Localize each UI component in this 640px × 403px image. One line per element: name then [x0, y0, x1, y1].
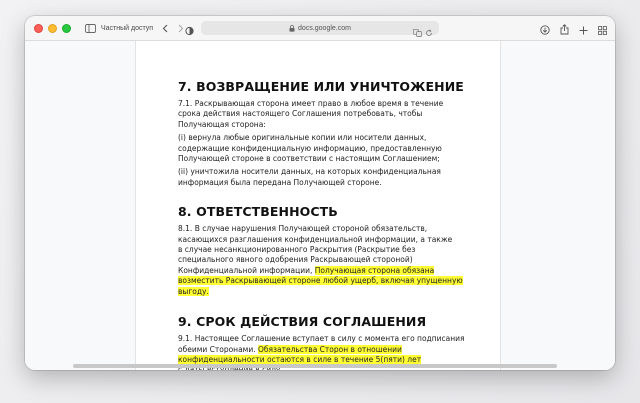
- section-8-paragraph-1: [178, 224, 478, 297]
- text-line: 8.1. В случае нарушения Получающей стороной обязательств,: [178, 224, 428, 234]
- text-line: 9.1. Настоящее Соглашение вступает в силу с момента его подписания: [178, 334, 465, 344]
- section-9-heading: 9. СРОК ДЕЙСТВИЯ СОГЛАШЕНИЯ: [178, 314, 427, 330]
- text-line: специального явного одобрения Раскрывающей стороной): [178, 255, 413, 265]
- reload-icon[interactable]: [425, 24, 433, 42]
- translate-icon[interactable]: [413, 24, 422, 42]
- text-line: содержащие конфиденциальную информацию, предоставленную: [178, 143, 442, 153]
- text-line: срока действия настоящего Соглашения потребовать, чтобы: [178, 109, 423, 119]
- highlighted-text: Получающая сторона обязана: [314, 265, 435, 275]
- text-line: (i) вернула любые оригинальные копии или носители данных,: [178, 133, 427, 143]
- download-icon[interactable]: [540, 22, 550, 40]
- document-page: [136, 41, 500, 370]
- page-content[interactable]: [25, 41, 615, 370]
- zoom-dot[interactable]: [62, 24, 71, 33]
- highlighted-text: выгоду.: [178, 286, 209, 296]
- new-tab-icon[interactable]: [579, 22, 588, 40]
- window-controls: [34, 24, 71, 33]
- text-line: в случае несанкционированного Раскрытия (Раскрытие без: [178, 245, 416, 255]
- address-bar[interactable]: [201, 21, 439, 35]
- text-line: 7.1. Раскрывающая сторона имеет право в любое время в течение: [178, 99, 444, 108]
- back-icon[interactable]: [162, 24, 169, 33]
- highlighted-text: возместить Раскрывающей стороне любой ущерб, включая упущенную: [178, 276, 463, 286]
- text-line: обеими Сторонами.: [178, 344, 258, 354]
- browser-toolbar: [25, 16, 615, 41]
- text-line: касающихся разглашения конфиденциальной информации, а также: [178, 234, 453, 244]
- minimize-dot[interactable]: [48, 24, 57, 33]
- text-line: Получающей стороне в соответствии с настоящим Соглашением;: [178, 154, 440, 164]
- url-text: docs.google.com: [298, 24, 351, 32]
- section-7-paragraph-2: [178, 133, 478, 164]
- toolbar-right-actions: [540, 22, 607, 40]
- section-7-paragraph-1: [178, 99, 478, 130]
- browser-window: [25, 16, 615, 370]
- highlighted-text: конфиденциальности остаются в силе в течение 5(пяти) лет: [178, 354, 422, 364]
- document-body: [178, 61, 478, 370]
- text-line: информация была передана Получающей стороне.: [178, 177, 382, 187]
- section-7-paragraph-3: [178, 167, 478, 188]
- text-line: (ii) уничтожила носители данных, на которых конфиденциальная: [178, 167, 441, 177]
- sidebar-icon[interactable]: [85, 24, 96, 33]
- forward-icon[interactable]: [177, 24, 184, 33]
- privacy-shield-icon[interactable]: [185, 23, 194, 41]
- text-line: Получающая сторона:: [178, 119, 266, 129]
- close-dot[interactable]: [34, 24, 43, 33]
- tab-group-title[interactable]: Частный доступ: [101, 24, 154, 32]
- lock-icon: [289, 19, 295, 37]
- share-icon[interactable]: [560, 22, 569, 40]
- highlighted-text: Обязательства Сторон в отношении: [257, 344, 402, 354]
- tab-overview-icon[interactable]: [598, 22, 607, 40]
- section-7-heading: 7. ВОЗВРАЩЕНИЕ ИЛИ УНИЧТОЖЕНИЕ: [178, 79, 464, 94]
- address-bar-actions: [413, 24, 433, 42]
- horizontal-scrollbar[interactable]: [73, 364, 557, 368]
- text-line: Конфиденциальной информации,: [178, 265, 315, 275]
- section-8-heading: 8. ОТВЕТСТВЕННОСТЬ: [178, 204, 338, 220]
